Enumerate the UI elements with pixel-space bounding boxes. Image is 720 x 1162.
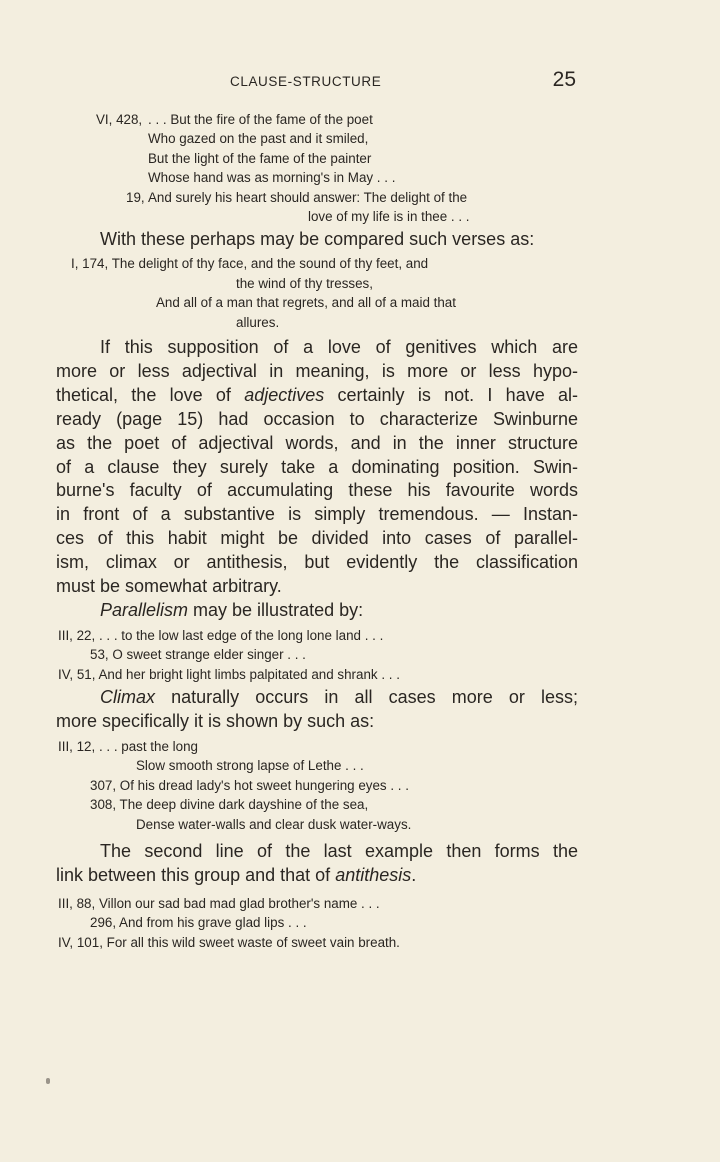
quotation-block-1 — [48, 110, 578, 226]
quote-line: 307, Of his dread lady's hot sweet hungering eyes . . . — [90, 777, 409, 793]
page-body — [56, 110, 578, 952]
paragraph-2: If this supposition of a love of genitives which are more or less adjectival in meaning, is more or less hypo- thetical, the love of adjectives certainly is not. I have al- ready (page 15) had occasion to characterize Swinburne as the poet of adjectival words, and in the inner structure of a clause they surely take a dominating position. Swin- burne's faculty of accumulating these his favourite words in front of a substantive is simply tremendous. — Instan- ces of this habit might be divided into cases of parallel- ism, climax or antithesis, but evidently the classification must be somewhat arbitrary. — [56, 336, 579, 597]
running-head: CLAUSE-STRUCTURE — [230, 74, 382, 89]
quote-line: 53, O sweet strange elder singer . . . — [90, 647, 306, 663]
quote-line: Dense water-walls and clear dusk water-ways. — [136, 816, 412, 832]
quote-line: But the light of the fame of the painter — [148, 150, 372, 166]
quotation-block-3 — [56, 626, 578, 684]
quote-line: 296, And from his grave glad lips . . . — [90, 915, 307, 931]
quote-line: VI, 428, . . . But the fire of the fame of the poet — [48, 110, 578, 129]
quote-line: Who gazed on the past and it smiled, — [148, 131, 369, 147]
line-ref: VI, 428, — [96, 112, 143, 127]
quotation-block-5 — [56, 894, 578, 952]
page-header — [56, 68, 576, 92]
quote-line: And all of a man that regrets, and all of a maid that — [156, 295, 456, 311]
quotation-block-4 — [56, 737, 578, 834]
italic-term: Parallelism — [100, 599, 189, 620]
paragraph-5: The second line of the last example then forms the link between this group and that of antithesis. — [56, 840, 578, 885]
italic-term: adjectives — [244, 384, 325, 405]
paper-speck — [46, 1078, 50, 1084]
quote-line: Whose hand was as morning's in May . . . — [148, 170, 396, 186]
quote-line: IV, 101, For all this wild sweet waste of sweet vain breath. — [58, 934, 400, 950]
italic-term: Climax — [100, 687, 156, 708]
quote-line: the wind of thy tresses, — [236, 275, 373, 291]
quote-line: allures. — [236, 314, 280, 330]
page-number: 25 — [552, 68, 576, 91]
quote-line: 308, The deep divine dark dayshine of the sea, — [90, 797, 369, 813]
quote-line: III, 12, . . . past the long — [58, 738, 198, 754]
quote-line: love of my life is in thee . . . — [308, 209, 470, 225]
quote-line: IV, 51, And her bright light limbs palpitated and shrank . . . — [58, 666, 400, 682]
quotation-block-2 — [56, 254, 578, 332]
paragraph-4: Climax naturally occurs in all cases more or less; more specifically it is shown by such as: — [56, 687, 578, 731]
paragraph-3: Parallelism may be illustrated by: — [100, 599, 364, 620]
quote-line: 19, And surely his heart should answer: The delight of the — [48, 188, 578, 207]
quote-line: Slow smooth strong lapse of Lethe . . . — [136, 758, 364, 774]
paragraph-1: With these perhaps may be compared such verses as: — [100, 229, 535, 250]
line-ref: 19, — [126, 189, 145, 205]
quote-line: III, 22, . . . to the low last edge of the long lone land . . . — [58, 627, 384, 643]
italic-term: antithesis — [335, 864, 412, 885]
quote-line: III, 88, Villon our sad bad mad glad brother's name . . . — [58, 895, 380, 911]
quote-line: I, 174, The delight of thy face, and the sound of thy feet, and — [71, 256, 429, 272]
